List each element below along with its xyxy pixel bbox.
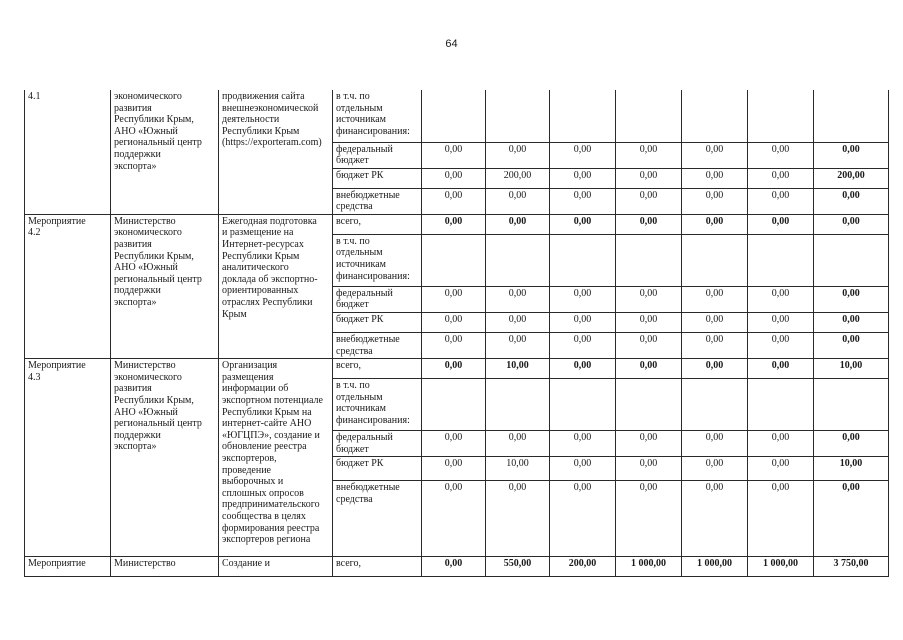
year-value-cell: 0,00 xyxy=(422,168,486,188)
year-value-cell: 0,00 xyxy=(550,481,616,557)
year-value-cell: 10,00 xyxy=(486,359,550,379)
year-value-cell xyxy=(486,90,550,142)
year-value-cell: 0,00 xyxy=(748,142,814,168)
total-value-cell: 3 750,00 xyxy=(814,557,889,577)
year-value-cell xyxy=(486,234,550,286)
year-value-cell: 0,00 xyxy=(682,431,748,457)
year-value-cell: 0,00 xyxy=(682,333,748,359)
year-value-cell xyxy=(748,379,814,431)
funding-source-cell: в т.ч. по отдельным источникам финансирования: xyxy=(333,234,422,286)
year-value-cell: 0,00 xyxy=(616,359,682,379)
year-value-cell xyxy=(422,234,486,286)
description-cell: Ежегодная подготовка и размещение на Интернет-ресурсах Республики Крым аналитического доклада об экспортно- ориентированных отраслях Республики Крым xyxy=(219,214,333,358)
total-value-cell: 0,00 xyxy=(814,214,889,234)
year-value-cell: 0,00 xyxy=(748,313,814,333)
year-value-cell: 0,00 xyxy=(550,313,616,333)
year-value-cell: 0,00 xyxy=(682,481,748,557)
year-value-cell: 0,00 xyxy=(616,333,682,359)
year-value-cell: 0,00 xyxy=(422,359,486,379)
year-value-cell: 10,00 xyxy=(486,457,550,481)
year-value-cell: 0,00 xyxy=(682,142,748,168)
funding-source-cell: всего, xyxy=(333,214,422,234)
total-value-cell xyxy=(814,379,889,431)
funding-source-cell: бюджет РК xyxy=(333,457,422,481)
year-value-cell: 0,00 xyxy=(682,214,748,234)
year-value-cell: 0,00 xyxy=(550,359,616,379)
year-value-cell: 0,00 xyxy=(422,431,486,457)
year-value-cell: 0,00 xyxy=(486,142,550,168)
year-value-cell: 0,00 xyxy=(422,286,486,312)
year-value-cell: 0,00 xyxy=(616,431,682,457)
year-value-cell: 0,00 xyxy=(748,431,814,457)
year-value-cell xyxy=(550,90,616,142)
year-value-cell: 0,00 xyxy=(550,214,616,234)
funding-source-cell: в т.ч. по отдельным источникам финансирования: xyxy=(333,90,422,142)
year-value-cell xyxy=(550,234,616,286)
total-value-cell: 0,00 xyxy=(814,286,889,312)
year-value-cell xyxy=(748,234,814,286)
total-value-cell: 10,00 xyxy=(814,359,889,379)
year-value-cell: 1 000,00 xyxy=(682,557,748,577)
measure-code-cell: Мероприятие 4.2 xyxy=(25,214,111,358)
executor-cell: экономического развития Республики Крым, АНО «Южный региональный центр поддержки экспорта» xyxy=(111,90,219,214)
total-value-cell: 0,00 xyxy=(814,142,889,168)
description-cell: Создание и xyxy=(219,557,333,577)
year-value-cell: 0,00 xyxy=(616,214,682,234)
page-number: 64 xyxy=(445,38,458,50)
year-value-cell xyxy=(616,379,682,431)
year-value-cell: 0,00 xyxy=(748,333,814,359)
year-value-cell: 550,00 xyxy=(486,557,550,577)
year-value-cell xyxy=(682,234,748,286)
year-value-cell: 0,00 xyxy=(616,168,682,188)
year-value-cell: 0,00 xyxy=(486,333,550,359)
budget-table xyxy=(24,90,889,577)
year-value-cell: 0,00 xyxy=(486,481,550,557)
year-value-cell: 0,00 xyxy=(422,457,486,481)
total-value-cell: 0,00 xyxy=(814,431,889,457)
year-value-cell: 0,00 xyxy=(748,359,814,379)
year-value-cell xyxy=(550,379,616,431)
year-value-cell: 0,00 xyxy=(422,313,486,333)
year-value-cell: 0,00 xyxy=(422,333,486,359)
year-value-cell: 0,00 xyxy=(748,168,814,188)
year-value-cell: 0,00 xyxy=(616,142,682,168)
year-value-cell: 0,00 xyxy=(422,188,486,214)
total-value-cell: 0,00 xyxy=(814,481,889,557)
funding-source-cell: федеральный бюджет xyxy=(333,286,422,312)
year-value-cell xyxy=(682,379,748,431)
year-value-cell: 0,00 xyxy=(748,214,814,234)
year-value-cell: 0,00 xyxy=(550,431,616,457)
year-value-cell: 0,00 xyxy=(682,286,748,312)
funding-source-cell: федеральный бюджет xyxy=(333,431,422,457)
year-value-cell: 0,00 xyxy=(550,188,616,214)
year-value-cell: 0,00 xyxy=(550,457,616,481)
description-cell: продвижения сайта внешнеэкономической деятельности Республики Крым (https://exporteram.com) xyxy=(219,90,333,214)
year-value-cell: 1 000,00 xyxy=(616,557,682,577)
table-row xyxy=(25,90,889,142)
year-value-cell: 0,00 xyxy=(682,188,748,214)
table-row xyxy=(25,214,889,234)
year-value-cell: 0,00 xyxy=(682,457,748,481)
year-value-cell: 0,00 xyxy=(748,481,814,557)
measure-code-cell: Мероприятие xyxy=(25,557,111,577)
table-row xyxy=(25,557,889,577)
year-value-cell: 0,00 xyxy=(682,313,748,333)
year-value-cell: 0,00 xyxy=(486,286,550,312)
year-value-cell: 0,00 xyxy=(486,214,550,234)
year-value-cell: 0,00 xyxy=(422,557,486,577)
description-cell: Организация размещения информации об экспортном потенциале Республики Крым на интернет-сайте АНО «ЮГЦПЭ», создание и обновление реестра экспортеров, проведение выборочных и сплошных опросов предпринимательского сообщества в целях формирования реестра экспортеров региона xyxy=(219,359,333,557)
year-value-cell: 0,00 xyxy=(616,286,682,312)
total-value-cell: 0,00 xyxy=(814,188,889,214)
year-value-cell: 0,00 xyxy=(422,142,486,168)
year-value-cell: 0,00 xyxy=(616,188,682,214)
funding-source-cell: всего, xyxy=(333,557,422,577)
year-value-cell xyxy=(422,379,486,431)
total-value-cell: 200,00 xyxy=(814,168,889,188)
year-value-cell: 200,00 xyxy=(550,557,616,577)
table-body xyxy=(25,90,889,577)
funding-source-cell: внебюджетные средства xyxy=(333,188,422,214)
year-value-cell: 1 000,00 xyxy=(748,557,814,577)
year-value-cell xyxy=(682,90,748,142)
year-value-cell: 0,00 xyxy=(486,313,550,333)
year-value-cell: 0,00 xyxy=(682,359,748,379)
funding-source-cell: в т.ч. по отдельным источникам финансирования: xyxy=(333,379,422,431)
measure-code-cell: 4.1 xyxy=(25,90,111,214)
year-value-cell: 0,00 xyxy=(616,481,682,557)
year-value-cell: 0,00 xyxy=(550,168,616,188)
year-value-cell: 0,00 xyxy=(616,457,682,481)
measure-code-cell: Мероприятие 4.3 xyxy=(25,359,111,557)
funding-source-cell: бюджет РК xyxy=(333,313,422,333)
year-value-cell: 0,00 xyxy=(748,457,814,481)
total-value-cell: 10,00 xyxy=(814,457,889,481)
year-value-cell: 0,00 xyxy=(422,481,486,557)
year-value-cell: 0,00 xyxy=(486,431,550,457)
total-value-cell: 0,00 xyxy=(814,333,889,359)
funding-source-cell: всего, xyxy=(333,359,422,379)
table-row xyxy=(25,359,889,379)
executor-cell: Министерство xyxy=(111,557,219,577)
executor-cell: Министерство экономического развития Республики Крым, АНО «Южный региональный центр поддержки экспорта» xyxy=(111,214,219,358)
total-value-cell xyxy=(814,90,889,142)
year-value-cell xyxy=(748,90,814,142)
funding-source-cell: внебюджетные средства xyxy=(333,481,422,557)
year-value-cell: 200,00 xyxy=(486,168,550,188)
year-value-cell: 0,00 xyxy=(422,214,486,234)
year-value-cell xyxy=(422,90,486,142)
year-value-cell xyxy=(616,90,682,142)
year-value-cell: 0,00 xyxy=(550,286,616,312)
year-value-cell: 0,00 xyxy=(550,142,616,168)
executor-cell: Министерство экономического развития Республики Крым, АНО «Южный региональный центр поддержки экспорта» xyxy=(111,359,219,557)
year-value-cell: 0,00 xyxy=(748,286,814,312)
funding-source-cell: внебюджетные средства xyxy=(333,333,422,359)
total-value-cell: 0,00 xyxy=(814,313,889,333)
year-value-cell xyxy=(486,379,550,431)
year-value-cell: 0,00 xyxy=(748,188,814,214)
year-value-cell: 0,00 xyxy=(616,313,682,333)
year-value-cell: 0,00 xyxy=(682,168,748,188)
funding-source-cell: бюджет РК xyxy=(333,168,422,188)
total-value-cell xyxy=(814,234,889,286)
funding-source-cell: федеральный бюджет xyxy=(333,142,422,168)
year-value-cell xyxy=(616,234,682,286)
year-value-cell: 0,00 xyxy=(550,333,616,359)
year-value-cell: 0,00 xyxy=(486,188,550,214)
